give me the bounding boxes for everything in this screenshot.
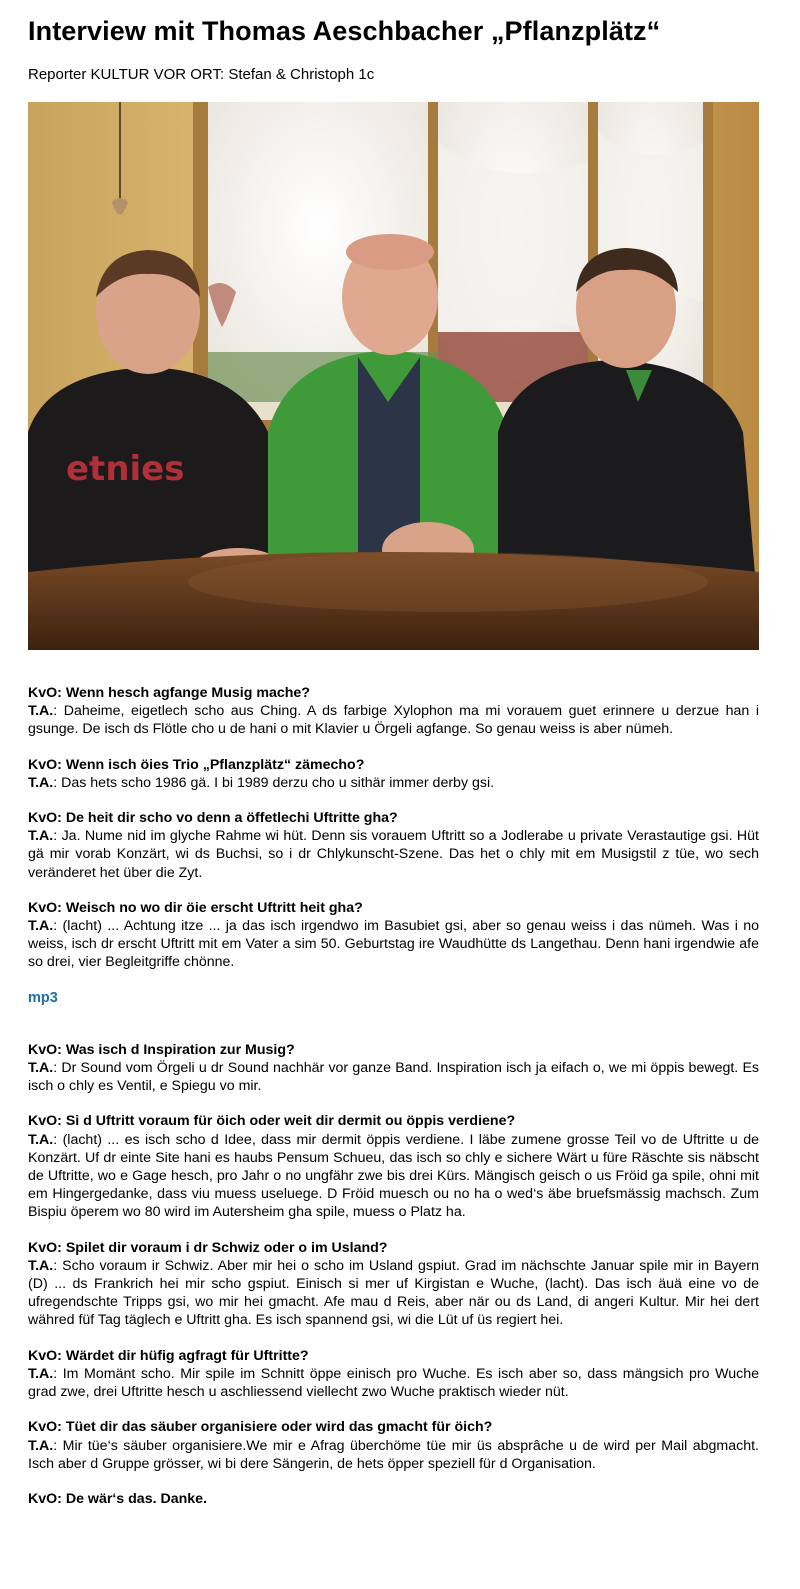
speaker-label: T.A. [28,703,54,720]
answer-text: : (lacht) ... Achtung itze ... ja das isch irgendwo im Basubiet gsi, aber so genau weiss i das nümeh. Was i no weiss, isch dr erscht Uftritt mit em Vater a sim 50. Geburtstag ire Waudhütte ds Langethau. Denn hani irgendwie afe so drei, vier Begleitgriffe chönne. [28,918,759,971]
answer [28,702,759,738]
question: KvO: Tüet dir das säuber organisiere oder wird das gmacht für öich? [28,1419,493,1436]
answer-text: : Im Momänt scho. Mir spile im Schnitt öppe einisch pro Wuche. Es isch aber so, dass mängsich pro Wuche grad zwe, drei Uftritte hesch u aschliessend viellecht zwo Wuche praktisch wieder nüt. [28,1365,759,1401]
speaker-label: T.A. [28,1131,54,1148]
question: KvO: Wärdet dir hüfig agfragt für Uftritte? [28,1347,309,1364]
answer [28,917,759,972]
speaker-label: T.A. [28,774,54,791]
speaker-label: T.A. [28,1365,54,1382]
qa-item-3 [28,809,759,882]
page-title: Interview mit Thomas Aeschbacher „Pflanzplätz“ [28,16,661,46]
question: KvO: De heit dir scho vo denn a öffetlechi Uftritte gha? [28,810,398,827]
interview-body [28,684,759,1525]
answer-text: : (lacht) ... es isch scho d Idee, dass mir dermit öppis verdiene. I läbe zumene grosse Teil vo de Uftritte u de Konzärt. Uf dr einte Site hani es haubs Pensum Schueu, das isch so chly e sichere Wärt u füre Räschte sis näbscht de Uftritte, wo e Gage hesch, pro Jahr o no ungfähr zwe bis drei Kürs. Mängisch geisch o us Fröid ga spile, ohni mit em Hingergedanke, dass viu muess useluege. D Fröid muesch ou no ha o wed‘s äbe bruefsmässig machsch. Zum Bispiu öperem wo 80 wird im Autersheim gha spile, muess o Platz ha. [28,1131,759,1221]
answer [28,1059,759,1095]
answer-text: : Dr Sound vom Örgeli u dr Sound nachhär vor ganze Band. Inspiration isch ja eifach o, we mi öppis bewegt. Es isch o chly es Ventil, e Spiegu vo mir. [28,1060,759,1095]
qa-item-8 [28,1347,759,1402]
answer [28,827,759,882]
answer-text: : Daheime, eigetlech scho aus Ching. A ds farbige Xylophon ma mi vorauem guet erinnere u derzue han i gsunge. De isch ds Flötle cho u de hani o mit Klavier u Örgeli agfange. So genau weiss is aber nümeh. [28,703,759,738]
answer [28,774,759,792]
qa-item-1 [28,684,759,739]
answer [28,1257,759,1330]
answer [28,1437,759,1473]
speaker-label: T.A. [28,918,54,935]
shirt-print-text: etnies [66,449,185,489]
question: KvO: Wenn hesch agfange Musig mache? [28,685,310,701]
qa-item-9 [28,1418,759,1473]
interview-photo-illustration [28,102,759,650]
qa-item-6 [28,1112,759,1221]
qa-item-5 [28,1041,759,1096]
interview-photo [28,102,759,650]
qa-item-2 [28,756,759,792]
answer-text: : Scho voraum ir Schwiz. Aber mir hei o scho im Usland gspiut. Grad im nächschte Januar spile mir in Bayern (D) ... ds Frankrich hei mir scho gspiut. Einisch si mer uf Kirgistan e Wuche, (lacht). Das isch äuä eine vo de ufregendschte Tripps gsi, wo mir hei gmacht. Afe mau d Reis, aber när ou ds Land, di angeri Kultur. Mir hei dert währed füf Tag täglech e Uftritt gha. Es isch spannend gsi, wi die Lüt uf üs regiert hei. [28,1257,759,1329]
question: KvO: Weisch no wo dir öie erscht Uftritt heit gha? [28,899,363,916]
answer-text: : Das hets scho 1986 gä. I bi 1989 derzu cho u sithär immer derby gsi. [53,774,495,791]
question: KvO: Wenn isch öies Trio „Pflanzplätz“ zämecho? [28,756,365,773]
speaker-label: T.A. [28,1437,54,1454]
question: KvO: Spilet dir voraum i dr Schwiz oder o im Usland? [28,1239,388,1256]
answer-text: : Mir tüe‘s säuber organisiere.We mir e Afrag überchöme tüe mir üs absprâche u de wird per Mail abgmacht. Isch aber d Gruppe grösser, wi bi dere Sängerin, de hets öpper speziell für d Organisation. [28,1437,759,1472]
answer [28,1131,759,1222]
question: KvO: Was isch d Inspiration zur Musig? [28,1041,295,1058]
qa-item-4 [28,899,759,972]
answer [28,1365,759,1401]
question: KvO: Si d Uftritt voraum für öich oder weit dir dermit ou öppis verdiene? [28,1113,516,1130]
speaker-label: T.A. [28,828,54,845]
qa-item-7 [28,1239,759,1330]
answer-text: : Ja. Nume nid im glyche Rahme wi hüt. Denn sis vorauem Uftritt so a Jodlerabe u private Verastautige gsi. Hüt gä mir vorab Konzärt, wi ds Buchsi, so i dr Chlykunscht-Szene. Das het o chly mit em Musigstil z tüe, wo sech veränderet het über die Zyt. [28,828,759,881]
closing-question: KvO: De wär‘s das. Danke. [28,1490,207,1507]
mp3-link[interactable]: mp3 [28,989,58,1006]
speaker-label: T.A. [28,1257,54,1274]
qa-item-10 [28,1490,759,1508]
mp3-link-wrap [28,989,759,1024]
page-subtitle: Reporter KULTUR VOR ORT: Stefan & Christoph 1c [28,66,375,83]
speaker-label: T.A. [28,1060,54,1077]
